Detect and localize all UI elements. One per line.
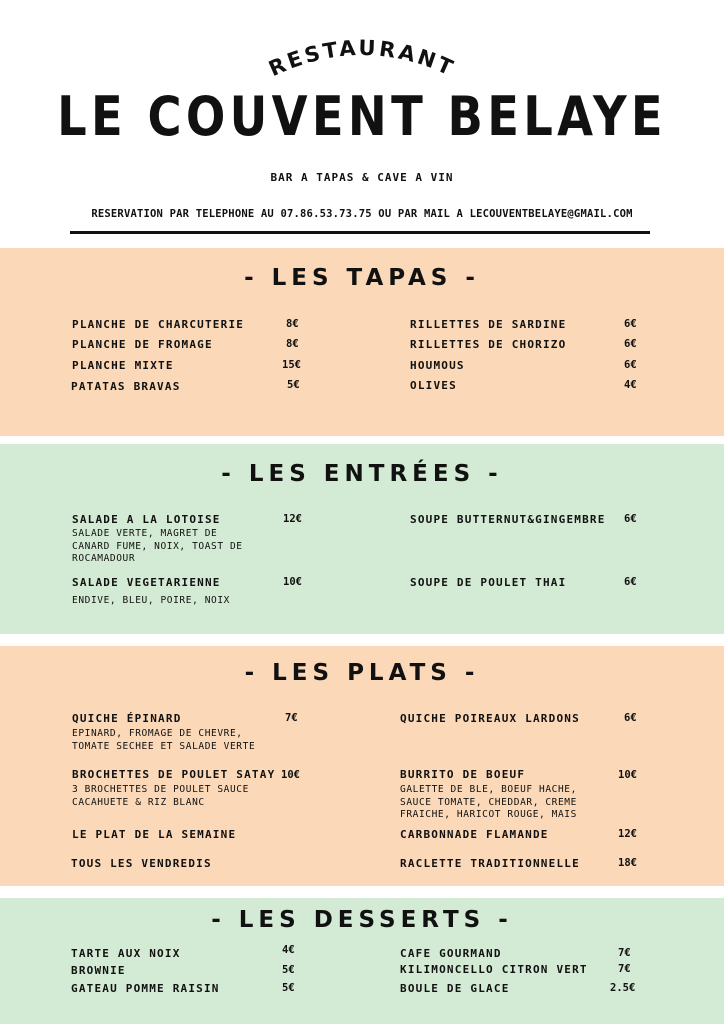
reservation-info: RESERVATION PAR TELEPHONE AU 07.86.53.73.75 OU PAR MAIL A LECOUVENTBELAYE@GMAIL.COM	[91, 208, 633, 220]
section-tapas	[0, 248, 724, 436]
menu-item-name: QUICHE POIREAUX LARDONS	[400, 712, 580, 725]
menu-item-price: 7€	[618, 963, 631, 975]
menu-item-price: 10€	[281, 769, 300, 781]
restaurant-kicker: RESTAURANT	[265, 35, 459, 82]
menu-item-price: 5€	[282, 982, 295, 994]
restaurant-name: LE COUVENT BELAYE	[57, 85, 667, 148]
menu-item-name: RACLETTE TRADITIONNELLE	[400, 857, 580, 870]
menu-item-price: 5€	[282, 964, 295, 976]
description-line: FRAICHE, HARICOT ROUGE, MAIS	[400, 809, 577, 820]
header-divider	[70, 231, 650, 234]
menu-item-name: PLANCHE DE FROMAGE	[72, 338, 213, 351]
description-line: EPINARD, FROMAGE DE CHEVRE,	[72, 728, 243, 739]
menu-item-name: BOULE DE GLACE	[400, 982, 510, 995]
description-line: TOMATE SECHEE ET SALADE VERTE	[72, 740, 256, 752]
menu-item-price: 4€	[282, 944, 295, 956]
menu-item-price: 4€	[624, 379, 637, 391]
section-title-entrees: - LES ENTRÉES -	[221, 461, 503, 487]
menu-item-price: 7€	[618, 947, 631, 959]
restaurant-arc-heading	[262, 32, 462, 82]
menu-item-name: BROWNIE	[71, 964, 126, 977]
menu-item-name: RILLETTES DE SARDINE	[410, 318, 567, 331]
menu-item-price: 6€	[624, 513, 637, 525]
menu-item-name: KILIMONCELLO CITRON VERT	[400, 963, 588, 976]
svg-text:RESTAURANT	[265, 36, 459, 81]
description-line: SAUCE TOMATE, CHEDDAR, CREME	[400, 796, 577, 808]
menu-item-name: PLANCHE MIXTE	[72, 359, 174, 372]
menu-item-name: PATATAS BRAVAS	[71, 380, 181, 393]
menu-item-name: SALADE A LA LOTOISE	[72, 513, 221, 526]
menu-item-price: 5€	[287, 379, 300, 391]
menu-item-name: SOUPE BUTTERNUT&GINGEMBRE	[410, 513, 606, 526]
menu-item-name: GATEAU POMME RAISIN	[71, 982, 220, 995]
menu-item-price: 10€	[618, 769, 637, 781]
menu-item-name: BROCHETTES DE POULET SATAY	[72, 768, 276, 781]
menu-item-name: PLANCHE DE CHARCUTERIE	[72, 318, 245, 331]
section-entrees	[0, 444, 724, 634]
menu-item-price: 10€	[283, 576, 302, 588]
menu-item-description	[72, 528, 243, 566]
menu-item-name: OLIVES	[410, 379, 457, 392]
description-line: ROCAMADOUR	[72, 553, 136, 564]
menu-item-name: QUICHE ÉPINARD	[72, 712, 182, 725]
section-desserts	[0, 898, 724, 1024]
menu-item-price: 8€	[286, 338, 299, 350]
description-line: SALADE VERTE, MAGRET DE	[72, 528, 218, 539]
menu-item-price: 6€	[624, 712, 637, 724]
menu-item-price: 15€	[282, 359, 301, 371]
menu-item-name: TOUS LES VENDREDIS	[71, 857, 212, 870]
description-line: 3 BROCHETTES DE POULET SAUCE	[72, 784, 249, 795]
restaurant-subtitle: BAR A TAPAS & CAVE A VIN	[270, 171, 454, 184]
menu-item-price: 12€	[283, 513, 302, 525]
menu-item-name: SOUPE DE POULET THAI	[410, 576, 567, 589]
menu-item-name: BURRITO DE BOEUF	[400, 768, 526, 781]
menu-item-name: CAFE GOURMAND	[400, 947, 502, 960]
menu-item-price: 6€	[624, 338, 637, 350]
menu-item-name: CARBONNADE FLAMANDE	[400, 828, 549, 841]
menu-item-price: 6€	[624, 318, 637, 330]
section-title-plats: - LES PLATS -	[244, 660, 480, 686]
menu-item-name: HOUMOUS	[410, 359, 465, 372]
menu-item-price: 2.5€	[610, 982, 636, 994]
description-line: GALETTE DE BLE, BOEUF HACHE,	[400, 784, 577, 795]
menu-item-description	[400, 784, 577, 822]
menu-item-price: 18€	[618, 857, 637, 869]
menu-item-name: SALADE VEGETARIENNE	[72, 576, 221, 589]
description-line: ENDIVE, BLEU, POIRE, NOIX	[72, 595, 230, 606]
menu-header	[0, 0, 724, 248]
menu-item-price: 8€	[286, 318, 299, 330]
menu-item-name: TARTE AUX NOIX	[71, 947, 181, 960]
menu-item-price: 12€	[618, 828, 637, 840]
description-line: CACAHUETE & RIZ BLANC	[72, 796, 205, 808]
menu-item-price: 6€	[624, 576, 637, 588]
menu-item-description	[72, 728, 255, 753]
menu-item-name: RILLETTES DE CHORIZO	[410, 338, 567, 351]
menu-item-price: 6€	[624, 359, 637, 371]
menu-item-name: LE PLAT DE LA SEMAINE	[72, 828, 237, 841]
description-line: CANARD FUME, NOIX, TOAST DE	[72, 540, 243, 552]
section-plats	[0, 646, 724, 886]
section-title-desserts: - LES DESSERTS -	[211, 907, 513, 933]
menu-item-price: 7€	[285, 712, 298, 724]
menu-item-description	[72, 595, 230, 608]
menu-item-description	[72, 784, 249, 809]
section-title-tapas: - LES TAPAS -	[244, 265, 480, 291]
